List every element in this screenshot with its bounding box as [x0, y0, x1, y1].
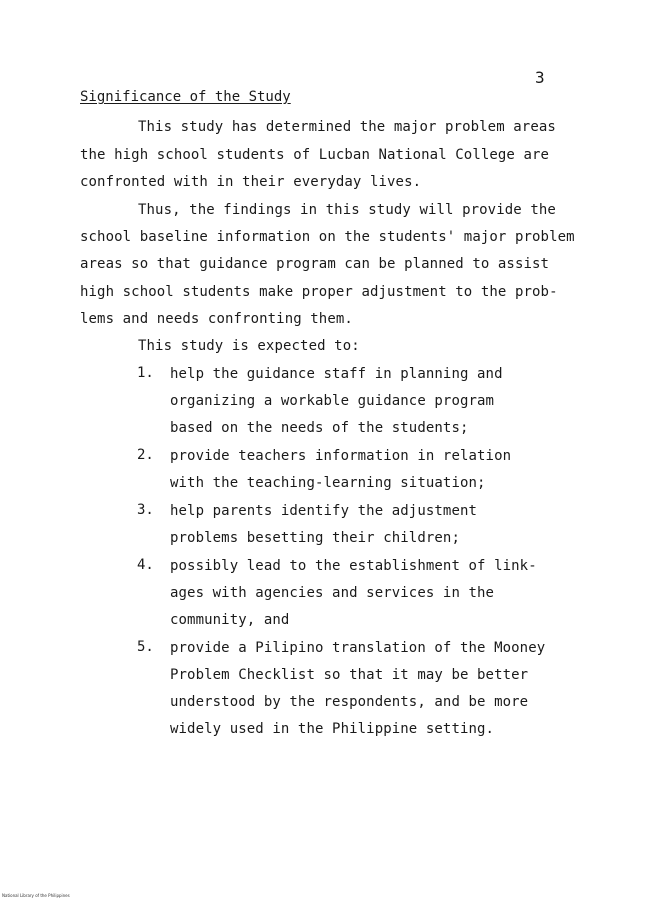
list-item-line: community, and — [170, 612, 290, 628]
list-item-line: provide teachers information in relation — [170, 448, 512, 464]
paragraph-line: lems and needs confronting them. — [80, 311, 353, 327]
list-item-number: 1. — [137, 365, 154, 381]
paragraph-line: the high school students of Lucban National College are — [80, 147, 550, 163]
paragraph-line: areas so that guidance program can be planned to assist — [80, 256, 550, 272]
paragraph-line: school baseline information on the students' major problem — [80, 229, 575, 245]
list-item-number: 5. — [137, 639, 154, 655]
list-item-line: help parents identify the adjustment — [170, 503, 478, 519]
list-item-line: based on the needs of the students; — [170, 420, 469, 436]
list-item-line: organizing a workable guidance program — [170, 393, 495, 409]
list-item-number: 3. — [137, 502, 154, 518]
list-item-line: ages with agencies and services in the — [170, 585, 495, 601]
paragraph-line: confronted with in their everyday lives. — [80, 174, 422, 190]
list-item-line: problems besetting their children; — [170, 530, 460, 546]
list-item-line: understood by the respondents, and be more — [170, 694, 529, 710]
footer-caption: National Library of the Philippines — [2, 893, 70, 898]
paragraph-line: Thus, the findings in this study will provide the — [138, 202, 556, 218]
page-number: 3 — [535, 68, 545, 87]
paragraph-line: This study has determined the major problem areas — [138, 119, 556, 135]
list-item-line: with the teaching-learning situation; — [170, 475, 486, 491]
list-item-line: Problem Checklist so that it may be better — [170, 667, 529, 683]
list-item-number: 2. — [137, 447, 154, 463]
section-heading: Significance of the Study — [80, 89, 291, 105]
list-item-line: help the guidance staff in planning and — [170, 366, 503, 382]
list-item-line: provide a Pilipino translation of the Mooney — [170, 640, 546, 656]
list-intro: This study is expected to: — [138, 338, 360, 354]
list-item-line: widely used in the Philippine setting. — [170, 721, 495, 737]
list-item-line: possibly lead to the establishment of link- — [170, 558, 537, 574]
paragraph-line: high school students make proper adjustment to the prob- — [80, 284, 558, 300]
list-item-number: 4. — [137, 557, 154, 573]
